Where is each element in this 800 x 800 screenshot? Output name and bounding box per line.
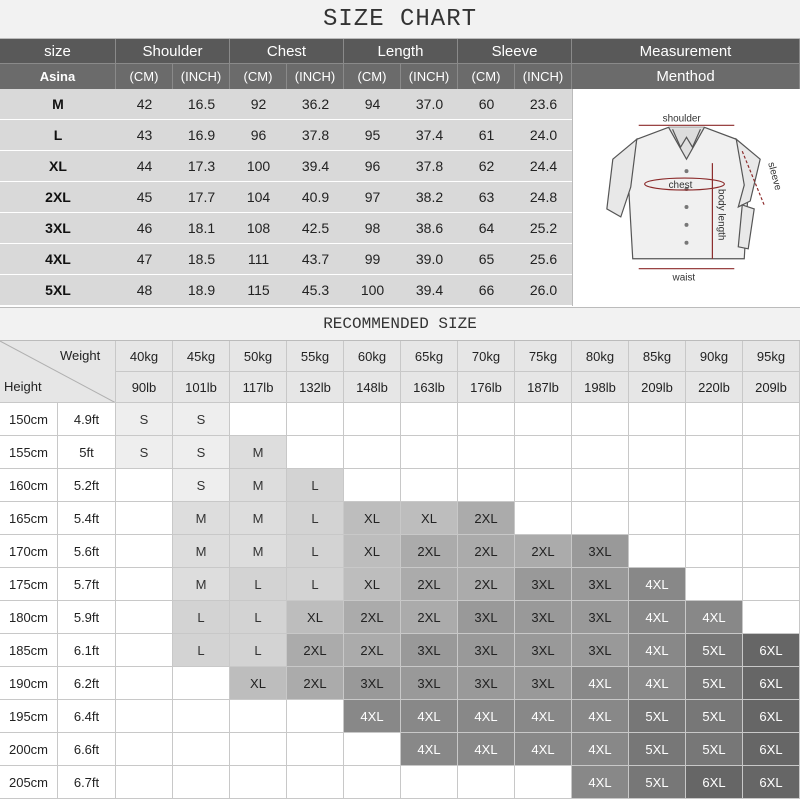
recommended-cell: S — [116, 403, 173, 436]
recommended-cell — [572, 469, 629, 502]
size-chart-cell: 26.0 — [515, 275, 572, 306]
diagram-label-waist: waist — [672, 272, 696, 284]
recommended-cell: L — [230, 601, 287, 634]
diagram-label-chest: chest — [668, 180, 693, 192]
recommended-cell — [173, 733, 230, 766]
recommended-cell — [287, 766, 344, 799]
recommended-cell: 4XL — [401, 733, 458, 766]
recommended-cell: L — [287, 469, 344, 502]
size-chart-cell: 44 — [116, 151, 173, 182]
recommended-cell: 5XL — [686, 700, 743, 733]
height-cm: 185cm — [0, 634, 58, 667]
subheader-1: (CM) — [116, 64, 173, 89]
recommended-size-title: RECOMMENDED SIZE — [0, 307, 800, 341]
size-chart-cell: 66 — [458, 275, 515, 306]
recommended-cell: 3XL — [515, 568, 572, 601]
recommended-cell: 5XL — [686, 667, 743, 700]
recommended-cell — [629, 502, 686, 535]
recommended-cell — [515, 766, 572, 799]
recommended-cell: XL — [287, 601, 344, 634]
recommended-cell — [116, 733, 173, 766]
recommended-cell — [116, 469, 173, 502]
size-chart-cell: 111 — [230, 244, 287, 275]
recommended-cell: XL — [230, 667, 287, 700]
size-chart-cell: 60 — [458, 89, 515, 120]
diagram-label-sleeve: sleeve — [765, 161, 784, 192]
recommended-cell: 6XL — [743, 634, 800, 667]
recommended-cell — [743, 403, 800, 436]
recommended-cell: M — [230, 469, 287, 502]
recommended-cell — [116, 601, 173, 634]
size-chart-cell: 18.5 — [173, 244, 230, 275]
recommended-cell: 2XL — [287, 634, 344, 667]
recommended-cell: 3XL — [515, 634, 572, 667]
recommended-cell — [230, 403, 287, 436]
header-chest: Chest — [230, 39, 344, 64]
weight-kg-0: 40kg — [116, 341, 173, 372]
recommended-cell — [743, 469, 800, 502]
weight-lb-9: 209lb — [629, 372, 686, 403]
recommended-cell: 5XL — [629, 700, 686, 733]
recommended-cell: 3XL — [344, 667, 401, 700]
recommended-cell: 4XL — [344, 700, 401, 733]
size-chart-cell: 37.8 — [401, 151, 458, 182]
recommended-cell: 5XL — [686, 634, 743, 667]
size-chart-cell: 38.2 — [401, 182, 458, 213]
size-chart-cell: 96 — [230, 120, 287, 151]
recommended-cell — [344, 733, 401, 766]
size-chart-cell: 37.8 — [287, 120, 344, 151]
recommended-cell: 4XL — [458, 733, 515, 766]
size-chart-cell: 42.5 — [287, 213, 344, 244]
size-chart-cell: 45 — [116, 182, 173, 213]
height-ft: 6.4ft — [58, 700, 116, 733]
height-ft: 5.9ft — [58, 601, 116, 634]
subheader-5: (CM) — [344, 64, 401, 89]
recommended-cell — [287, 403, 344, 436]
subheader-3: (CM) — [230, 64, 287, 89]
recommended-cell: 3XL — [458, 667, 515, 700]
size-chart-cell: 46 — [116, 213, 173, 244]
height-ft: 4.9ft — [58, 403, 116, 436]
recommended-cell — [116, 634, 173, 667]
height-cm: 195cm — [0, 700, 58, 733]
size-chart-cell: 97 — [344, 182, 401, 213]
height-label: Height — [4, 379, 42, 394]
recommended-cell — [458, 469, 515, 502]
size-chart-cell: 17.7 — [173, 182, 230, 213]
recommended-cell — [572, 436, 629, 469]
size-chart-cell: 96 — [344, 151, 401, 182]
recommended-cell: 5XL — [629, 733, 686, 766]
size-3xl: 3XL — [0, 213, 116, 244]
recommended-cell: XL — [344, 502, 401, 535]
recommended-cell: L — [173, 634, 230, 667]
height-ft: 6.1ft — [58, 634, 116, 667]
recommended-cell — [401, 403, 458, 436]
recommended-cell — [629, 436, 686, 469]
recommended-cell — [515, 403, 572, 436]
weight-label: Weight — [60, 348, 101, 363]
recommended-cell: M — [173, 535, 230, 568]
recommended-cell — [458, 436, 515, 469]
recommended-cell — [344, 436, 401, 469]
recommended-cell: L — [173, 601, 230, 634]
weight-kg-6: 70kg — [458, 341, 515, 372]
recommended-cell: M — [230, 502, 287, 535]
recommended-cell — [629, 535, 686, 568]
weight-kg-8: 80kg — [572, 341, 629, 372]
recommended-cell — [116, 568, 173, 601]
size-chart-cell: 37.0 — [401, 89, 458, 120]
weight-lb-3: 132lb — [287, 372, 344, 403]
recommended-cell — [116, 667, 173, 700]
recommended-cell: M — [173, 568, 230, 601]
recommended-cell: 3XL — [572, 634, 629, 667]
size-chart-cell: 45.3 — [287, 275, 344, 306]
height-ft: 5.7ft — [58, 568, 116, 601]
size-m: M — [0, 89, 116, 120]
size-chart-cell: 24.8 — [515, 182, 572, 213]
size-chart-cell: 92 — [230, 89, 287, 120]
weight-kg-5: 65kg — [401, 341, 458, 372]
recommended-cell: XL — [401, 502, 458, 535]
recommended-cell — [686, 436, 743, 469]
size-chart-cell: 100 — [230, 151, 287, 182]
weight-lb-10: 220lb — [686, 372, 743, 403]
recommended-cell: 4XL — [458, 700, 515, 733]
recommended-cell — [116, 535, 173, 568]
recommended-cell: XL — [344, 568, 401, 601]
header-length: Length — [344, 39, 458, 64]
size-chart-cell: 47 — [116, 244, 173, 275]
weight-kg-11: 95kg — [743, 341, 800, 372]
recommended-cell: 4XL — [572, 733, 629, 766]
recommended-cell: 4XL — [686, 601, 743, 634]
recommended-cell: 3XL — [458, 634, 515, 667]
recommended-cell — [401, 436, 458, 469]
recommended-cell — [743, 601, 800, 634]
weight-kg-4: 60kg — [344, 341, 401, 372]
recommended-cell — [743, 535, 800, 568]
size-chart-cell: 36.2 — [287, 89, 344, 120]
height-cm: 155cm — [0, 436, 58, 469]
size-chart-cell: 94 — [344, 89, 401, 120]
height-cm: 200cm — [0, 733, 58, 766]
weight-lb-4: 148lb — [344, 372, 401, 403]
recommended-cell — [173, 667, 230, 700]
height-ft: 6.6ft — [58, 733, 116, 766]
recommended-cell: 3XL — [572, 601, 629, 634]
recommended-cell: 2XL — [344, 634, 401, 667]
recommended-cell: XL — [344, 535, 401, 568]
height-cm: 175cm — [0, 568, 58, 601]
height-cm: 205cm — [0, 766, 58, 799]
subheader-4: (INCH) — [287, 64, 344, 89]
size-chart-cell: 17.3 — [173, 151, 230, 182]
size-chart-cell: 39.4 — [401, 275, 458, 306]
height-ft: 5ft — [58, 436, 116, 469]
height-ft: 5.2ft — [58, 469, 116, 502]
size-chart-cell: 25.2 — [515, 213, 572, 244]
subheader-6: (INCH) — [401, 64, 458, 89]
recommended-cell — [230, 733, 287, 766]
weight-kg-2: 50kg — [230, 341, 287, 372]
size-xl: XL — [0, 151, 116, 182]
size-chart-cell: 43 — [116, 120, 173, 151]
recommended-cell — [287, 733, 344, 766]
size-chart-cell: 104 — [230, 182, 287, 213]
recommended-cell: 3XL — [572, 535, 629, 568]
recommended-cell: 6XL — [686, 766, 743, 799]
recommended-cell — [743, 568, 800, 601]
recommended-cell — [230, 700, 287, 733]
size-chart-cell: 24.4 — [515, 151, 572, 182]
weight-lb-5: 163lb — [401, 372, 458, 403]
recommended-cell — [629, 469, 686, 502]
size-chart-cell: 24.0 — [515, 120, 572, 151]
recommended-cell: 6XL — [743, 700, 800, 733]
recommended-cell: 2XL — [401, 535, 458, 568]
recommended-cell: 4XL — [572, 766, 629, 799]
size-chart-cell: 16.5 — [173, 89, 230, 120]
weight-lb-2: 117lb — [230, 372, 287, 403]
diagram-label-shoulder: shoulder — [662, 113, 701, 125]
size-chart-cell: 63 — [458, 182, 515, 213]
recommended-cell: M — [230, 535, 287, 568]
subheader-9: Menthod — [572, 64, 800, 89]
recommended-cell — [230, 766, 287, 799]
header-size: size — [0, 39, 116, 64]
recommended-cell: 2XL — [401, 601, 458, 634]
recommended-cell: 4XL — [515, 733, 572, 766]
size-chart-cell: 108 — [230, 213, 287, 244]
recommended-cell — [743, 502, 800, 535]
recommended-cell — [458, 403, 515, 436]
recommended-cell — [686, 403, 743, 436]
recommended-cell: 4XL — [572, 700, 629, 733]
recommended-cell — [515, 502, 572, 535]
recommended-cell: 3XL — [515, 601, 572, 634]
size-chart-cell: 65 — [458, 244, 515, 275]
size-l: L — [0, 120, 116, 151]
subheader-7: (CM) — [458, 64, 515, 89]
weight-kg-7: 75kg — [515, 341, 572, 372]
weight-kg-9: 85kg — [629, 341, 686, 372]
height-cm: 165cm — [0, 502, 58, 535]
diagram-label-body-length: body length — [715, 189, 727, 241]
height-cm: 170cm — [0, 535, 58, 568]
weight-kg-1: 45kg — [173, 341, 230, 372]
subheader-2: (INCH) — [173, 64, 230, 89]
size-chart-cell: 115 — [230, 275, 287, 306]
height-cm: 190cm — [0, 667, 58, 700]
recommended-cell: 6XL — [743, 733, 800, 766]
weight-height-corner — [0, 341, 116, 403]
recommended-cell: 6XL — [743, 766, 800, 799]
height-cm: 160cm — [0, 469, 58, 502]
recommended-cell — [686, 535, 743, 568]
size-chart-cell: 39.4 — [287, 151, 344, 182]
recommended-cell — [629, 403, 686, 436]
recommended-cell: L — [287, 535, 344, 568]
recommended-cell: 4XL — [401, 700, 458, 733]
size-chart-cell: 62 — [458, 151, 515, 182]
recommended-cell: 3XL — [401, 634, 458, 667]
recommended-cell — [173, 766, 230, 799]
weight-lb-8: 198lb — [572, 372, 629, 403]
recommended-cell: M — [230, 436, 287, 469]
height-ft: 6.2ft — [58, 667, 116, 700]
recommended-cell — [686, 568, 743, 601]
height-cm: 180cm — [0, 601, 58, 634]
size-chart-cell: 40.9 — [287, 182, 344, 213]
size-chart-cell: 61 — [458, 120, 515, 151]
size-chart-cell: 43.7 — [287, 244, 344, 275]
header-measurement: Measurement — [572, 39, 800, 64]
height-ft: 5.4ft — [58, 502, 116, 535]
recommended-cell: 5XL — [629, 766, 686, 799]
recommended-cell — [572, 403, 629, 436]
subheader-0: Asina — [0, 64, 116, 89]
size-chart-cell: 38.6 — [401, 213, 458, 244]
size-chart-cell: 16.9 — [173, 120, 230, 151]
size-2xl: 2XL — [0, 182, 116, 213]
recommended-cell: 3XL — [401, 667, 458, 700]
recommended-cell — [116, 700, 173, 733]
size-chart-cell: 98 — [344, 213, 401, 244]
height-cm: 150cm — [0, 403, 58, 436]
recommended-cell: 2XL — [344, 601, 401, 634]
recommended-cell: S — [173, 469, 230, 502]
header-sleeve: Sleeve — [458, 39, 572, 64]
recommended-cell: 6XL — [743, 667, 800, 700]
recommended-cell: 4XL — [629, 667, 686, 700]
recommended-cell: 4XL — [629, 601, 686, 634]
recommended-cell — [572, 502, 629, 535]
recommended-cell: S — [173, 403, 230, 436]
recommended-cell: 3XL — [458, 601, 515, 634]
size-chart-cell: 18.9 — [173, 275, 230, 306]
weight-lb-11: 209lb — [743, 372, 800, 403]
recommended-cell: 5XL — [686, 733, 743, 766]
size-chart-cell: 39.0 — [401, 244, 458, 275]
size-4xl: 4XL — [0, 244, 116, 275]
recommended-cell: 2XL — [401, 568, 458, 601]
size-chart-cell: 99 — [344, 244, 401, 275]
size-chart-cell: 100 — [344, 275, 401, 306]
size-chart-cell: 37.4 — [401, 120, 458, 151]
recommended-cell: 3XL — [515, 667, 572, 700]
recommended-cell — [743, 436, 800, 469]
size-chart-cell: 95 — [344, 120, 401, 151]
recommended-cell — [686, 469, 743, 502]
measurement-diagram — [572, 89, 800, 306]
recommended-cell: 2XL — [458, 568, 515, 601]
recommended-cell — [116, 766, 173, 799]
height-ft: 6.7ft — [58, 766, 116, 799]
size-chart-cell: 42 — [116, 89, 173, 120]
recommended-cell: 2XL — [458, 502, 515, 535]
recommended-cell — [401, 469, 458, 502]
recommended-cell: L — [230, 568, 287, 601]
weight-lb-6: 176lb — [458, 372, 515, 403]
weight-kg-3: 55kg — [287, 341, 344, 372]
size-chart-cell: 23.6 — [515, 89, 572, 120]
size-chart-cell: 48 — [116, 275, 173, 306]
recommended-cell: L — [287, 568, 344, 601]
recommended-cell: S — [173, 436, 230, 469]
recommended-cell: 2XL — [515, 535, 572, 568]
weight-lb-0: 90lb — [116, 372, 173, 403]
recommended-cell — [686, 502, 743, 535]
recommended-cell: 4XL — [629, 568, 686, 601]
recommended-cell: 4XL — [515, 700, 572, 733]
recommended-cell: S — [116, 436, 173, 469]
size-chart-cell: 25.6 — [515, 244, 572, 275]
recommended-cell: 2XL — [458, 535, 515, 568]
recommended-cell — [287, 700, 344, 733]
recommended-cell: 4XL — [629, 634, 686, 667]
recommended-cell: L — [287, 502, 344, 535]
recommended-cell — [344, 766, 401, 799]
weight-lb-7: 187lb — [515, 372, 572, 403]
recommended-cell — [344, 469, 401, 502]
recommended-cell: 2XL — [287, 667, 344, 700]
size-chart-title: SIZE CHART — [0, 0, 800, 39]
recommended-cell — [515, 436, 572, 469]
recommended-cell — [344, 403, 401, 436]
weight-lb-1: 101lb — [173, 372, 230, 403]
recommended-cell: 3XL — [572, 568, 629, 601]
recommended-cell: M — [173, 502, 230, 535]
subheader-8: (INCH) — [515, 64, 572, 89]
recommended-cell — [458, 766, 515, 799]
height-ft: 5.6ft — [58, 535, 116, 568]
recommended-cell — [173, 700, 230, 733]
recommended-cell: 4XL — [572, 667, 629, 700]
shirt-illustration — [573, 89, 800, 306]
size-chart-cell: 18.1 — [173, 213, 230, 244]
recommended-cell — [515, 469, 572, 502]
recommended-cell — [287, 436, 344, 469]
size-chart-cell: 64 — [458, 213, 515, 244]
recommended-cell — [401, 766, 458, 799]
recommended-cell: L — [230, 634, 287, 667]
weight-kg-10: 90kg — [686, 341, 743, 372]
recommended-cell — [116, 502, 173, 535]
header-shoulder: Shoulder — [116, 39, 230, 64]
size-5xl: 5XL — [0, 275, 116, 306]
